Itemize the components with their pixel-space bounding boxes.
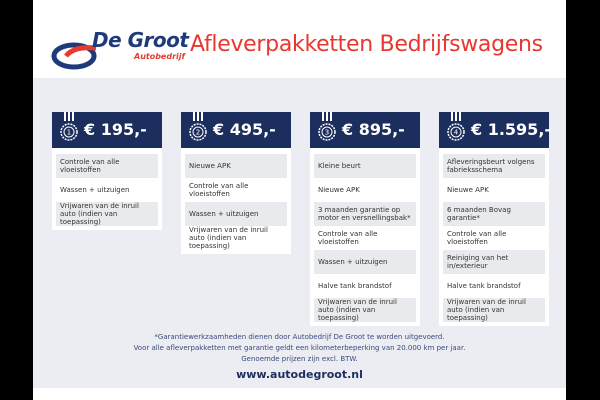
package-item: Controle van alle vloeistoffen xyxy=(189,182,249,198)
package-price: € 495,- xyxy=(213,120,276,139)
header xyxy=(33,0,566,78)
footnote: Genoemde prijzen zijn excl. BTW. xyxy=(241,355,358,363)
package-item: Halve tank brandstof xyxy=(447,282,521,290)
svg-text:4: 4 xyxy=(453,128,459,137)
logo-text: De Groot xyxy=(92,28,189,52)
package-item: Controle van alle vloeistoffen xyxy=(318,230,378,246)
logo xyxy=(50,28,190,68)
package-item: Vrijwaren van de inruil auto (indien van toepassing) xyxy=(314,298,416,322)
medal-icon xyxy=(445,112,467,146)
package-header xyxy=(439,112,552,148)
package-header xyxy=(52,112,162,148)
package-card xyxy=(310,112,420,326)
package-item: Nieuwe APK xyxy=(447,186,489,194)
package-header xyxy=(310,112,420,148)
package-price: € 1.595,- xyxy=(471,120,552,139)
package-item: Vrijwaren van de inruil auto (indien van toepassing) xyxy=(189,226,268,250)
package-item: Vrijwaren van de inruil auto (indien van toepassing) xyxy=(56,202,158,226)
package-item: Reiniging van het in/exterieur xyxy=(443,250,545,274)
package-card xyxy=(52,112,162,230)
svg-text:2: 2 xyxy=(195,128,201,137)
package-item: 3 maanden garantie op motor en versnellingsbak* xyxy=(314,202,416,226)
footnote: *Garantiewerkzaamheden dienen door Autobedrijf De Groot te worden uitgevoerd. xyxy=(154,333,445,341)
package-card xyxy=(181,112,291,254)
package-item: Wassen + uitzuigen xyxy=(60,186,130,194)
medal-icon xyxy=(58,112,80,146)
package-item: Wassen + uitzuigen xyxy=(185,202,287,226)
package-item: Wassen + uitzuigen xyxy=(314,250,416,274)
page-title: Afleverpakketten Bedrijfswagens xyxy=(190,32,543,57)
package-card xyxy=(439,112,552,326)
logo-subtext: Autobedrijf xyxy=(134,52,185,61)
package-header xyxy=(181,112,291,148)
package-price: € 895,- xyxy=(342,120,405,139)
package-item: Nieuwe APK xyxy=(185,154,287,178)
website-link[interactable]: www.autodegroot.nl xyxy=(236,368,363,381)
package-item: Controle van alle vloeistoffen xyxy=(56,154,158,178)
package-item: Vrijwaren van de inruil auto (indien van toepassing) xyxy=(443,298,545,322)
package-item: Kleine beurt xyxy=(314,154,416,178)
package-price: € 195,- xyxy=(84,120,147,139)
medal-icon xyxy=(316,112,338,146)
package-item: Controle van alle vloeistoffen xyxy=(447,230,507,246)
footnote: Voor alle afleverpakketten met garantie geldt een kilometerbeperking van 20.000 km per jaar. xyxy=(133,344,466,352)
page xyxy=(33,0,566,400)
medal-icon xyxy=(187,112,209,146)
package-item: Afleveringsbeurt volgens fabrieksschema xyxy=(443,154,545,178)
package-item: 6 maanden Bovag garantie* xyxy=(443,202,545,226)
package-item: Halve tank brandstof xyxy=(318,282,392,290)
package-item: Nieuwe APK xyxy=(318,186,360,194)
svg-text:1: 1 xyxy=(66,128,72,137)
svg-text:3: 3 xyxy=(324,128,330,137)
